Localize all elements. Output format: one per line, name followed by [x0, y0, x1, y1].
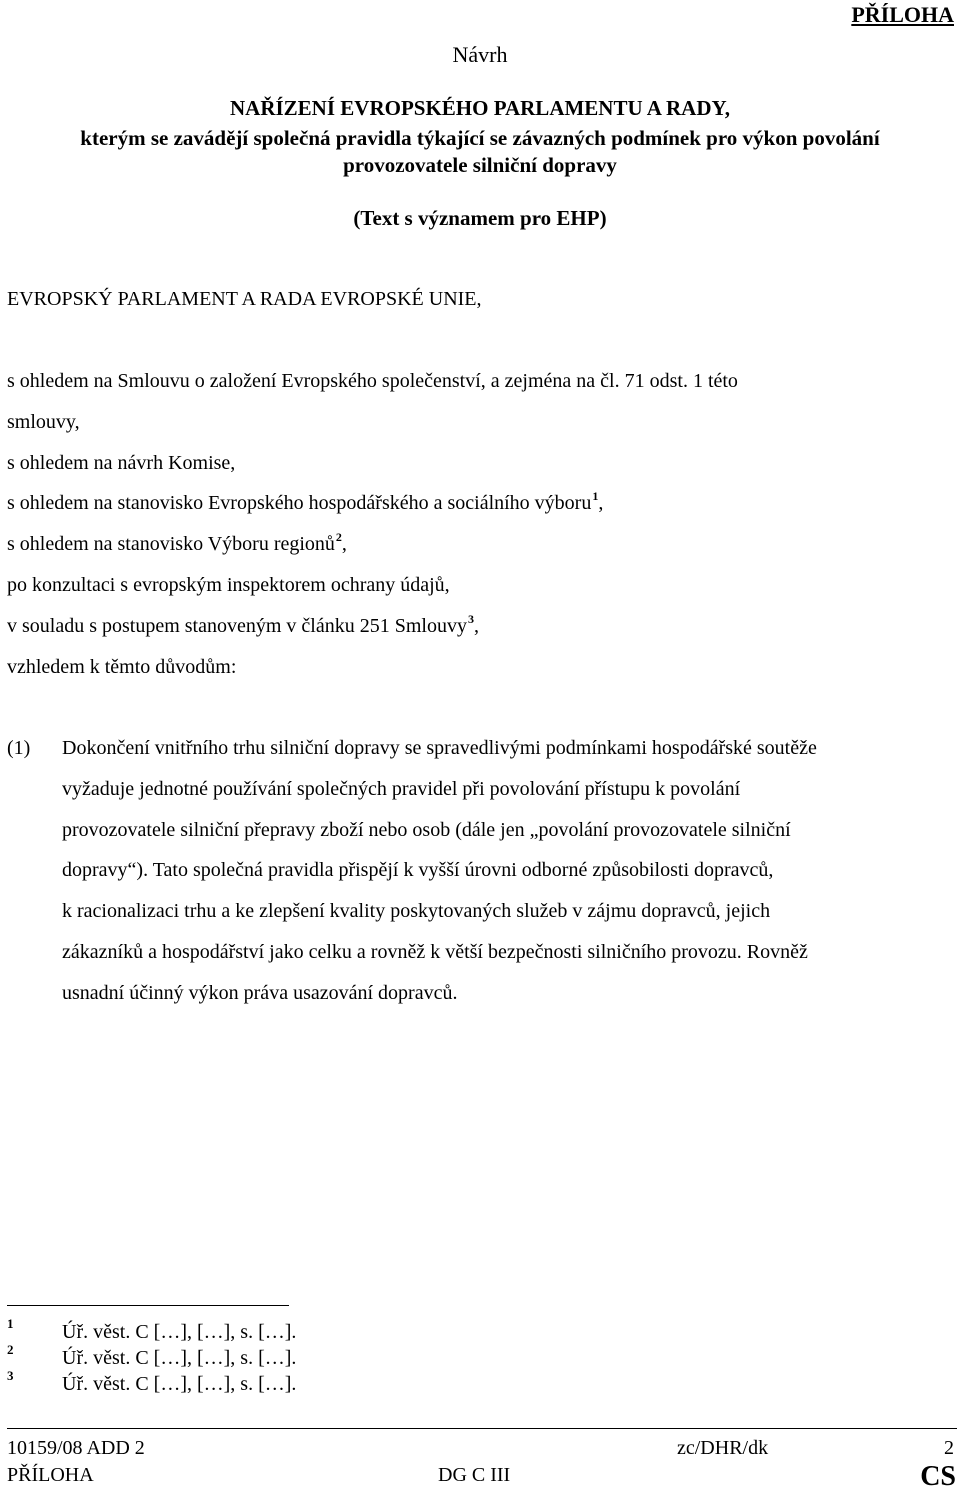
recital-number: (1) [7, 737, 31, 759]
footnote-number: 1 [7, 1316, 14, 1331]
footer-annex-label: PŘÍLOHA [7, 1464, 94, 1486]
directorate-label: DG C III [438, 1464, 511, 1486]
cor-citation-comma: , [341, 533, 347, 555]
footnote-number: 3 [7, 1368, 14, 1383]
institution-line: EVROPSKÝ PARLAMENT A RADA EVROPSKÉ UNIE, [7, 288, 482, 310]
page-number: 2 [944, 1437, 954, 1459]
footnote-divider [7, 1305, 289, 1306]
language-code: CS [920, 1461, 956, 1492]
recital-line: k racionalizaci trhu a ke zlepšení kvality poskytovaných služeb v zájmu dopravců, jejich [62, 900, 771, 922]
footnote-number: 2 [7, 1342, 14, 1357]
document-reference: 10159/08 ADD 2 [7, 1437, 145, 1459]
recital-line: zákazníků a hospodářství jako celku a rovněž k větší bezpečnosti silničního provozu. Rovněž [62, 941, 808, 963]
whereas-line: vzhledem k těmto důvodům: [7, 656, 237, 678]
treaty-citation-line2: smlouvy, [7, 411, 80, 433]
esc-citation [7, 489, 604, 515]
annex-label: PŘÍLOHA [851, 2, 954, 27]
regulation-subtitle-line1: kterým se zavádějí společná pravidla týkající se závazných podmínek pro výkon povolání [80, 126, 880, 150]
cor-citation [7, 530, 347, 556]
commission-citation: s ohledem na návrh Komise, [7, 452, 236, 474]
recital-line: dopravy“). Tato společná pravidla přispějí k vyšší úrovni odborné způsobilosti dopravců, [62, 859, 774, 881]
draft-label: Návrh [452, 42, 508, 67]
recital-line: provozovatele silniční přepravy zboží nebo osob (dále jen „povolání provozovatele silniční [62, 819, 791, 841]
footnote-ref-3[interactable]: 3 [467, 612, 474, 626]
regulation-title: NAŘÍZENÍ EVROPSKÉHO PARLAMENTU A RADY, [230, 96, 730, 120]
recital-line: vyžaduje jednotné používání společných pravidel při povolování přístupu k povolání [62, 778, 741, 800]
footnote-text: Úř. věst. C […], […], s. […]. [62, 1321, 297, 1343]
regulation-subtitle-line2: provozovatele silniční dopravy [343, 153, 617, 177]
cor-citation-text: s ohledem na stanovisko Výboru regionů [7, 533, 335, 555]
esc-citation-text: s ohledem na stanovisko Evropského hospodářského a sociálního výboru [7, 492, 592, 514]
recital-line: Dokončení vnitřního trhu silniční dopravy se spravedlivými podmínkami hospodářské soutěže [62, 737, 817, 759]
eea-relevance: (Text s významem pro EHP) [353, 206, 607, 230]
treaty-citation-line1: s ohledem na Smlouvu o založení Evropského společenství, a zejména na čl. 71 odst. 1 této [7, 370, 738, 392]
footnote-ref-2[interactable]: 2 [335, 530, 342, 544]
procedure-citation-text: v souladu s postupem stanoveným v článku 251 Smlouvy [7, 615, 467, 637]
footer-divider [7, 1428, 957, 1429]
esc-citation-comma: , [598, 492, 604, 514]
footnote-ref-1[interactable]: 1 [592, 489, 599, 503]
recital-line: usnadní účinný výkon práva usazování dopravců. [62, 982, 458, 1004]
procedure-citation [7, 612, 479, 638]
author-initials: zc/DHR/dk [677, 1437, 769, 1459]
footnote-text: Úř. věst. C […], […], s. […]. [62, 1373, 297, 1395]
footnote-text: Úř. věst. C […], […], s. […]. [62, 1347, 297, 1369]
edps-citation: po konzultaci s evropským inspektorem ochrany údajů, [7, 574, 450, 596]
procedure-citation-comma: , [473, 615, 479, 637]
